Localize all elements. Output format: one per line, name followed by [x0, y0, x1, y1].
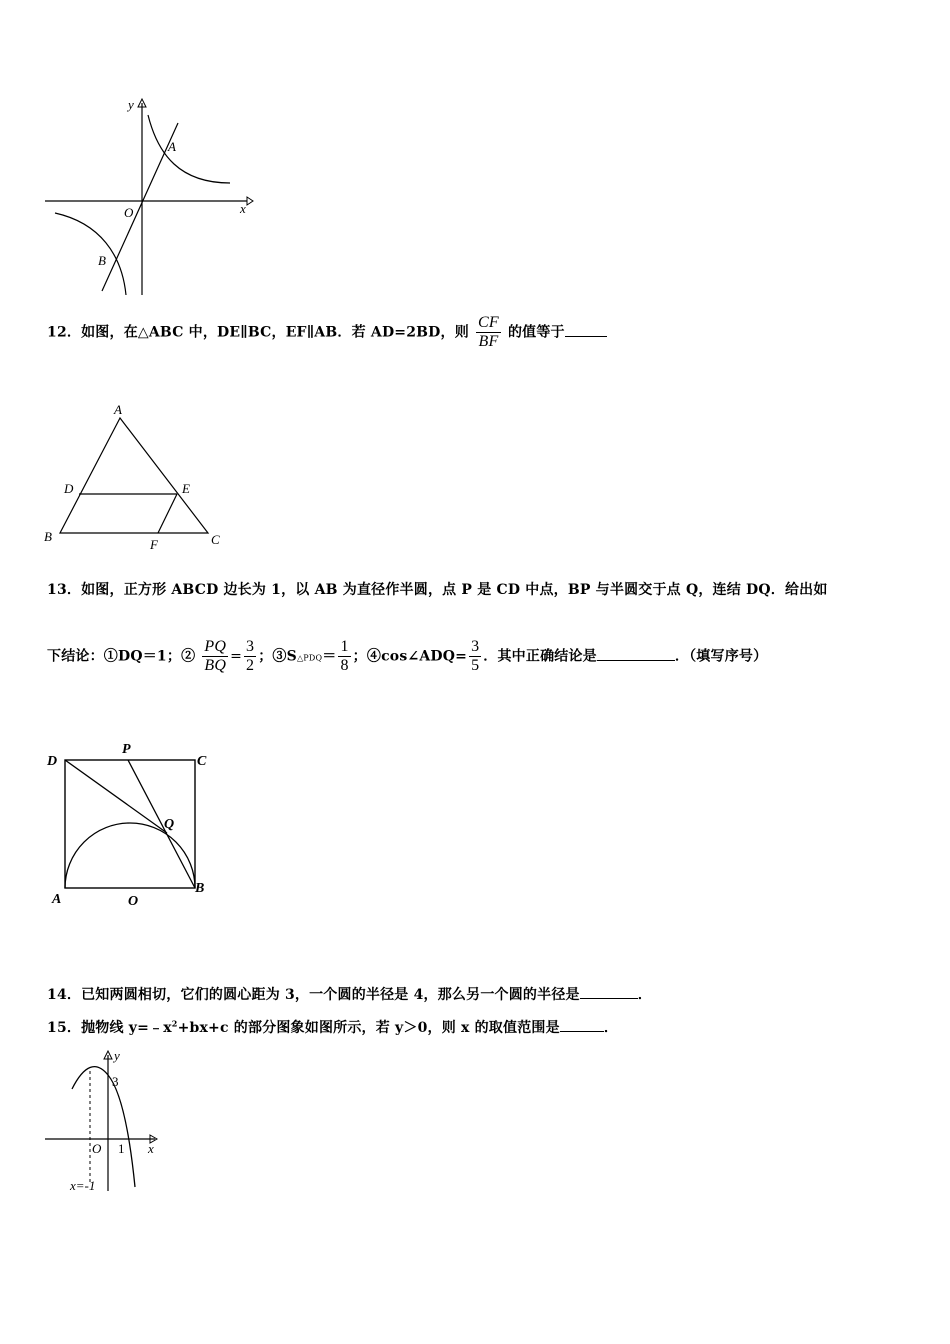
line-through-origin — [102, 123, 178, 291]
q13-frac2-num: 3 — [246, 638, 255, 655]
x-intercept-label: 1 — [118, 1141, 125, 1156]
q13-figure — [40, 735, 225, 915]
point-a-label: A — [168, 139, 176, 154]
point-q: Q — [164, 817, 175, 832]
q13-frac-pq-bq — [202, 638, 228, 675]
q15-text-after: +bx+c 的部分图象如图所示，若 y＞0，则 x 的取值范围是 — [177, 1020, 560, 1036]
q13-frac-1-8 — [338, 638, 350, 675]
q13-frac4-num: 3 — [471, 638, 480, 655]
q13-frac3-den: 8 — [340, 657, 349, 674]
point-f: F — [150, 537, 158, 552]
q13-part3: ；③S — [258, 648, 297, 665]
q13-frac1-den: BQ — [204, 657, 227, 674]
q15-text-before: 抛物线 y=﹣x — [81, 1020, 172, 1036]
q13-frac1-num: PQ — [204, 638, 227, 655]
q13-frac2-den: 2 — [246, 657, 255, 674]
center-o: O — [128, 894, 139, 909]
y-label: y — [128, 97, 134, 112]
square-abcd — [65, 760, 195, 888]
vertex-a: A — [52, 892, 62, 907]
question-13-line-1 — [47, 579, 828, 599]
q13-frac4-den: 5 — [471, 657, 480, 674]
q15-sup: 2 — [171, 1018, 178, 1029]
x-axis-arrow — [247, 197, 253, 205]
point-b-label: B — [98, 253, 106, 268]
q13-eq3: ＝ — [322, 648, 337, 665]
axis-of-symmetry-label: x=-1 — [70, 1178, 96, 1193]
y-intercept-label: 3 — [112, 1074, 119, 1089]
q13-frac-3-5 — [469, 638, 481, 675]
q13-frac3-num: 1 — [340, 638, 349, 655]
q13-number: 13． — [47, 582, 82, 598]
x-label: x — [240, 201, 246, 216]
vertex-c: C — [211, 532, 220, 547]
q12-fraction — [476, 314, 501, 351]
q13-tail: ．（填写序号） — [674, 648, 768, 665]
q12-figure — [40, 398, 230, 553]
point-p: P — [122, 742, 131, 757]
y-label: y — [114, 1048, 120, 1063]
q14-text: 已知两圆相切，它们的圆心距为 3，一个圆的半径是 4，那么另一个圆的半径是 — [81, 987, 580, 1003]
x-label: x — [148, 1141, 154, 1156]
vertex-b: B — [195, 881, 205, 896]
q12-frac-den: BF — [478, 333, 499, 350]
segment-ef — [158, 494, 177, 533]
q13-answer-blank — [597, 648, 675, 661]
q15-number: 15． — [47, 1020, 82, 1036]
vertex-b: B — [44, 529, 52, 544]
q13-frac-3-2 — [244, 638, 256, 675]
origin-label: O — [92, 1141, 102, 1156]
q13-line2-start: 下结论：①DQ＝1；② — [47, 648, 196, 665]
question-15 — [47, 1017, 618, 1037]
q11-figure — [40, 95, 255, 300]
q13-part4: ；④cos∠ADQ= — [352, 648, 468, 665]
q12-text-after: 的值等于 — [507, 324, 565, 341]
q12-number: 12． — [47, 324, 82, 341]
vertex-a: A — [114, 402, 122, 417]
triangle-abc — [60, 418, 208, 533]
hyperbola-branch-1 — [148, 115, 230, 183]
semicircle-ab — [65, 823, 195, 888]
q15-tail: ． — [603, 1020, 619, 1036]
q15-answer-blank — [560, 1019, 604, 1032]
q12-answer-blank — [565, 324, 607, 337]
segment-dq — [65, 760, 167, 833]
question-12 — [47, 314, 607, 351]
question-13-line-2 — [47, 638, 767, 675]
q15-figure — [40, 1045, 165, 1195]
hyperbola-branch-2 — [55, 213, 126, 295]
q13-line2-end: ．其中正确结论是 — [483, 648, 597, 665]
q14-answer-blank — [580, 986, 638, 999]
question-14 — [47, 984, 652, 1004]
q13-sub3: △PDQ — [296, 653, 323, 663]
origin-label: O — [124, 205, 134, 220]
parabola — [72, 1067, 135, 1187]
vertex-c: C — [197, 754, 207, 769]
q14-number: 14． — [47, 987, 82, 1003]
q12-text: 如图，在△ABC 中，DE∥BC，EF∥AB．若 AD=2BD，则 — [81, 324, 469, 341]
point-d: D — [64, 481, 74, 496]
vertex-d: D — [47, 754, 58, 769]
q13-line1: 如图，正方形 ABCD 边长为 1，以 AB 为直径作半圆，点 P 是 CD 中点，BP 与半圆交于点 Q，连结 DQ．给出如 — [81, 582, 828, 598]
q13-eq1: = — [230, 648, 243, 665]
point-e: E — [182, 481, 190, 496]
q12-frac-num: CF — [478, 314, 499, 331]
q14-tail: ． — [637, 987, 652, 1003]
